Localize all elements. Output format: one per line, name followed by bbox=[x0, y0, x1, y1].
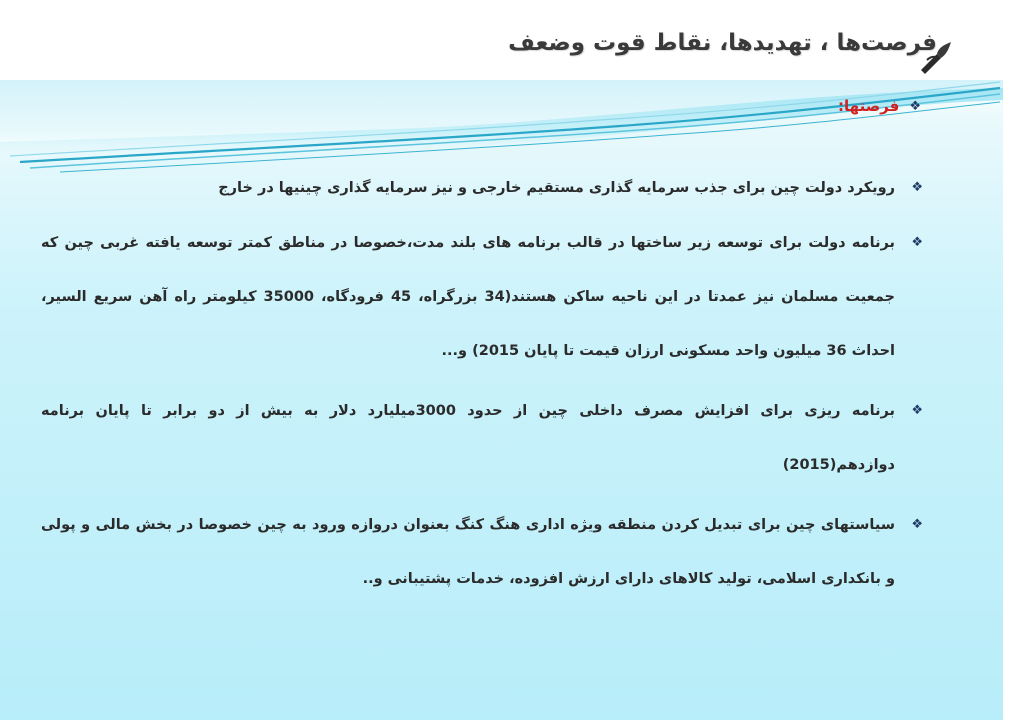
pen-wing-icon bbox=[917, 40, 953, 76]
diamond-bullet-icon: ❖ bbox=[909, 98, 921, 114]
page-margin bbox=[1003, 0, 1023, 720]
list-item-text: سیاستهای چین برای تبدیل کردن منطقه ویژه اداری هنگ کنگ بعنوان دروازه ورود به چین خصوصا در بخش مالی و پولی و بانکداری اسلامی، تولید کالاهای دارای ارزش افزوده، خدمات پشتیبانی و.. bbox=[41, 517, 895, 587]
list-item bbox=[41, 384, 923, 492]
list-item bbox=[41, 168, 923, 208]
diamond-bullet-icon: ❖ bbox=[911, 403, 923, 418]
list-item-text: رویکرد دولت چین برای جذب سرمایه گذاری مستقیم خارجی و نیز سرمایه گذاری چینیها در خارج bbox=[218, 180, 895, 196]
diamond-bullet-icon: ❖ bbox=[911, 180, 923, 195]
bullet-list bbox=[41, 168, 923, 612]
section-heading bbox=[838, 97, 921, 115]
slide-title: فرصت‌ها ، تهدیدها، نقاط قوت وضعف bbox=[508, 30, 937, 56]
diamond-bullet-icon: ❖ bbox=[911, 235, 923, 250]
list-item-text: برنامه ریزی برای افزایش مصرف داخلی چین از حدود 3000میلیارد دلار به بیش از دو برابر تا پایان برنامه دوازدهم(2015) bbox=[41, 403, 895, 473]
list-item-text: برنامه دولت برای توسعه زیر ساختها در قالب برنامه های بلند مدت،خصوصا در مناطق کمتر توسعه یافته غربی چین که جمعیت مسلمان نیز عمدتا در این ناحیه ساکن هستند(34 بزرگراه، 45 فرودگاه، 35000 کیلومتر راه آهن سریع السیر، احداث 36 میلیون واحد مسکونی ارزان قیمت تا پایان 2015) و... bbox=[41, 235, 896, 359]
list-item bbox=[41, 216, 923, 378]
section-heading-label: فرصتها: bbox=[838, 97, 900, 115]
list-item bbox=[41, 498, 923, 606]
diamond-bullet-icon: ❖ bbox=[911, 517, 923, 532]
decorative-wave-band bbox=[0, 80, 1003, 175]
